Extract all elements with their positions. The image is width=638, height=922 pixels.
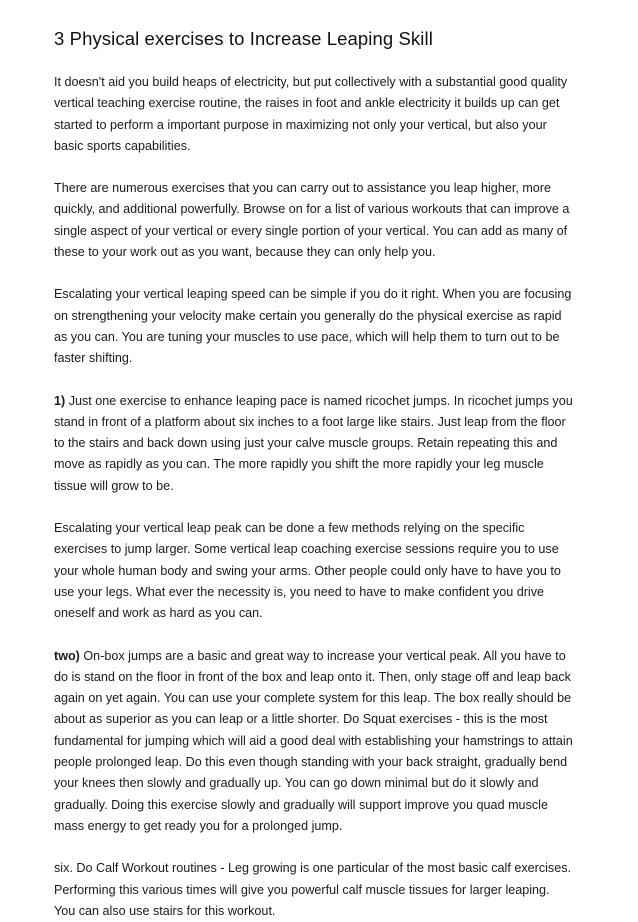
line-text: your knees then slowly and gradually up. You can go down minimal but do it slowly and [54, 776, 539, 791]
text-line [54, 412, 584, 433]
line-text: faster shifting. [54, 351, 133, 366]
line-text: move as rapidly as you can. The more rapidly you shift the more rapidly your leg muscle [54, 457, 544, 472]
paragraph [54, 178, 584, 263]
line-text: do is stand on the floor in front of the box and leap onto it. Then, only stage off and leap back [54, 669, 571, 684]
line-text: Just one exercise to enhance leaping pace is named ricochet jumps. In ricochet jumps you [65, 393, 573, 408]
step-number: two) [54, 648, 80, 663]
line-text: your whole human body and swing your arms. Other people could only have to have you to [54, 563, 561, 578]
text-line [54, 901, 584, 922]
text-line [54, 518, 584, 539]
text-line [54, 709, 584, 730]
line-text: Performing this various times will give you powerful calf muscle tissues for larger leaping. [54, 882, 550, 897]
text-line [54, 667, 584, 688]
line-text: these to your work out as you want, because they can only help you. [54, 245, 436, 260]
line-text: about as superior as you can leap or a little shorter. Do Squat exercises - this is the most [54, 712, 548, 727]
text-line [54, 816, 584, 837]
line-text: gradually. Doing this exercise slowly and gradually will support improve you quad muscle [54, 797, 548, 812]
paragraph [54, 391, 584, 497]
line-text: people prolonged leap. Do this even though standing with your back straight, gradually bend [54, 755, 568, 770]
text-line [54, 858, 584, 879]
text-line [54, 199, 584, 220]
text-line [54, 539, 584, 560]
text-line [54, 688, 584, 709]
line-text: basic sports capabilities. [54, 138, 191, 153]
line-text: to the stairs and back down using just your calve muscle groups. Retain repeating this and [54, 436, 558, 451]
text-line [54, 72, 584, 93]
text-line [54, 242, 584, 263]
line-text: It doesn't aid you build heaps of electricity, but put collectively with a substantial good quality [54, 75, 568, 89]
line-text: You can also use stairs for this workout. [54, 903, 276, 918]
line-text: started to perform a important purpose in maximizing not only your vertical, but also your [54, 117, 547, 132]
line-text: Escalating your vertical leaping speed can be simple if you do it right. When you are focusing [54, 287, 572, 302]
document-body [54, 72, 584, 922]
text-line [54, 433, 584, 454]
text-line [54, 327, 584, 348]
line-text: again on yet again. You can use your complete system for this leap. The box really should be [54, 691, 572, 706]
paragraph [54, 858, 584, 922]
paragraph [54, 646, 584, 838]
text-line [54, 93, 584, 114]
text-line [54, 752, 584, 773]
line-text: as you can. You are tuning your muscles to use pace, which will help them to turn out to be [54, 329, 560, 344]
text-line [54, 348, 584, 369]
text-line [54, 306, 584, 327]
line-text: tissue will grow to be. [54, 478, 174, 493]
line-text: On-box jumps are a basic and great way to increase your vertical peak. All you have to [79, 648, 566, 663]
line-text: exercises to jump larger. Some vertical leap coaching exercise sessions require you to use [54, 542, 559, 557]
text-line [54, 731, 584, 752]
text-line [54, 284, 584, 305]
text-line [54, 582, 584, 603]
text-line [54, 561, 584, 582]
paragraph [54, 284, 584, 369]
line-text: stand in front of a platform about six inches to a foot large like stairs. Just leap from the floor [54, 414, 566, 429]
text-line [54, 221, 584, 242]
line-text: mass energy to get ready you for a prolonged jump. [54, 818, 343, 833]
line-text: single aspect of your vertical or every single portion of your vertical. You can add as many of [54, 223, 568, 238]
line-text: There are numerous exercises that you can carry out to assistance you leap higher, more [54, 181, 552, 196]
line-text: use your legs. What ever the necessity is, you need to have to make confident you drive [54, 584, 545, 599]
text-line [54, 136, 584, 157]
text-line [54, 454, 584, 475]
text-line [54, 795, 584, 816]
line-text: fundamental for jumping which will aid a good deal with establishing your hamstrings to attain [54, 733, 573, 748]
line-text: on strengthening your velocity make certain you generally do the physical exercise as rapid [54, 308, 562, 323]
line-text: quickly, and additional powerfully. Browse on for a list of various workouts that can improve a [54, 202, 570, 217]
paragraph [54, 72, 584, 157]
text-line [54, 646, 584, 667]
text-line [54, 476, 584, 497]
text-line [54, 880, 584, 901]
text-line [54, 773, 584, 794]
text-line [54, 391, 584, 412]
line-text: oneself and work as hard as you can. [54, 606, 263, 621]
text-line [54, 603, 584, 624]
line-text: vertical teaching exercise routine, the raises in foot and ankle electricity it builds up can get [54, 96, 560, 111]
paragraph [54, 518, 584, 624]
step-number: 1) [54, 393, 66, 408]
text-line [54, 115, 584, 136]
line-text: six. Do Calf Workout routines - Leg growing is one particular of the most basic calf exercises. [54, 861, 572, 876]
document-title: 3 Physical exercises to Increase Leaping Skill [54, 28, 433, 49]
line-text: Escalating your vertical leap peak can be done a few methods relying on the specific [54, 521, 525, 536]
text-line [54, 178, 584, 199]
